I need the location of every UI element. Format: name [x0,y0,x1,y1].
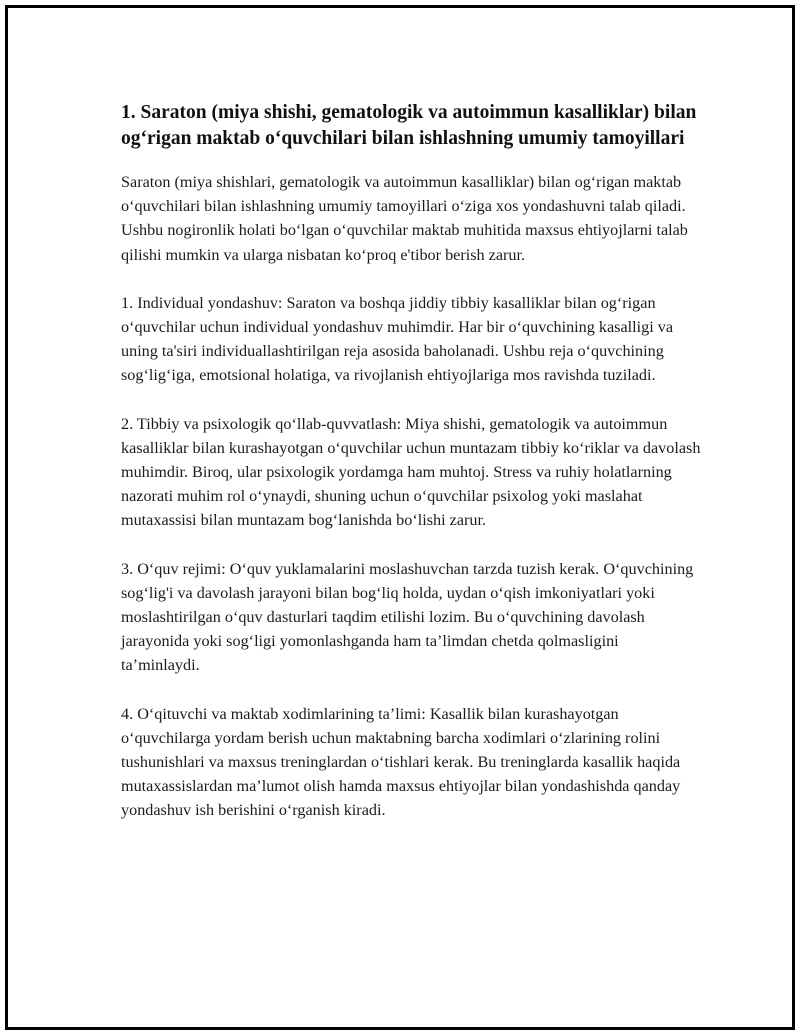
paragraph-medical-psychological-support: 2. Tibbiy va psixologik qo‘llab-quvvatlash: Miya shishi, gematologik va autoimmun kasalliklar bilan kurashayotgan o‘quvchilar uchun muntazam tibbiy ko‘riklar va davolash muhimdir. Biroq, ular psixologik yordamga ham muhtoj. Stress va ruhiy holatlarning nazorati muhim rol o‘ynaydi, shuning uchun o‘quvchilar psixolog yoki maslahat mutaxassisi bilan muntazam bog‘lanishda bo‘lishi zarur. [121,414,701,530]
document-title: 1. Saraton (miya shishi, gematologik va autoimmun kasalliklar) bilan og‘rigan maktab o‘quvchilari bilan ishlashning umumiy tamoyillari [121,102,697,149]
paragraph-individual-approach: 1. Individual yondashuv: Saraton va boshqa jiddiy tibbiy kasalliklar bilan og‘rigan o‘quvchilar uchun individual yondashuv muhimdir. Har bir o‘quvchining kasalligi va uning ta'siri individuallashtirilgan reja asosida baholanadi. Ushbu reja o‘quvchining sog‘lig‘iga, emotsional holatiga, va rivojlanish ehtiyojlariga mos ravishda tuziladi. [121,293,674,385]
document-body [121,100,701,847]
paragraph-staff-training: 4. O‘qituvchi va maktab xodimlarining ta’limi: Kasallik bilan kurashayotgan o‘quvchilarga yordam berish uchun maktabning barcha xodimlari o‘zlarining rolini tushunishlari va maxsus treninglardan o‘tishlari kerak. Bu treninglarda kasallik haqida mutaxassislardan ma’lumot olish hamda maxsus ehtiyojlar bilan yondashishda qanday yondashuv ish berishini o‘rganish kiradi. [121,704,681,820]
paragraph-study-regime: 3. O‘quv rejimi: O‘quv yuklamalarini moslashuvchan tarzda tuzish kerak. O‘quvchining sog‘lig'i va davolash jarayoni bilan bog‘liq holda, uydan o‘qish imkoniyatlari yoki moslashtirilgan o‘quv dasturlari taqdim etilishi lozim. Bu o‘quvchining davolash jarayonida yoki sog‘ligi yomonlashganda ham ta’limdan chetda qolmasligini ta’minlaydi. [121,559,694,675]
intro-paragraph: Saraton (miya shishlari, gematologik va autoimmun kasalliklar) bilan og‘rigan maktab o‘quvchilari bilan ishlashning umumiy tamoyillari o‘ziga xos yondashuvni talab qiladi. Ushbu nogironlik holati bo‘lgan o‘quvchilar maktab muhitida maxsus ehtiyojlarni talab qilishi mumkin va ularga nisbatan ko‘proq e'tibor berish zarur. [121,173,688,264]
page-frame [5,5,795,1030]
